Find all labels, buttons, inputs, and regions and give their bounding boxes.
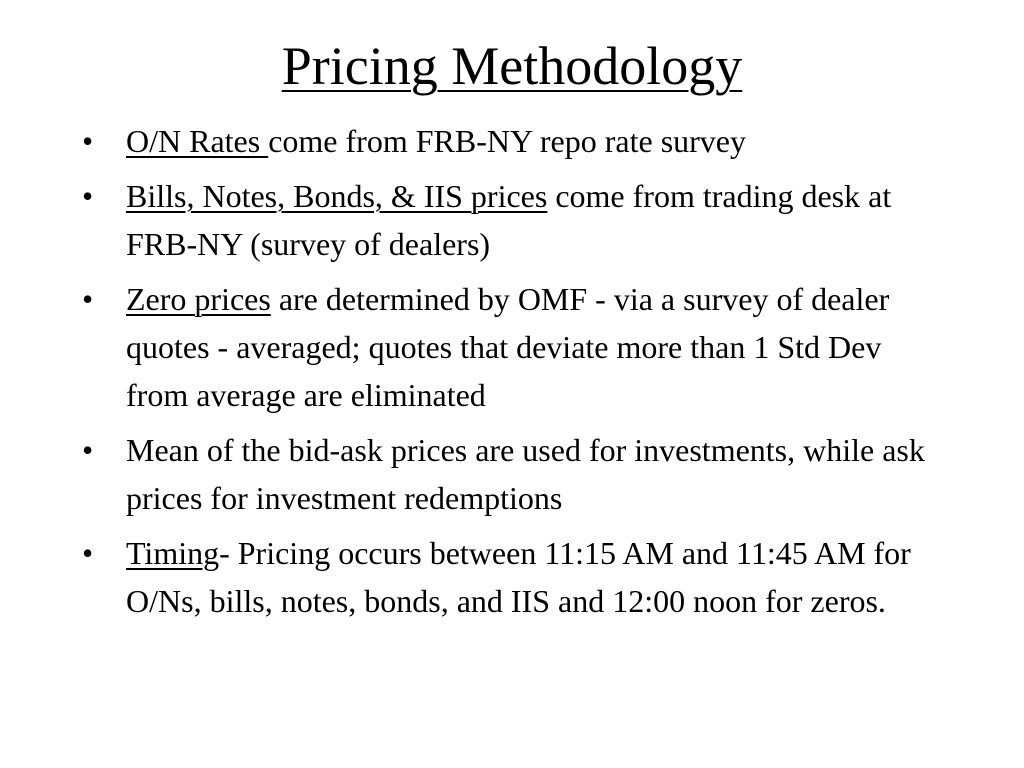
bullet-icon: • bbox=[82, 123, 94, 159]
slide-title bbox=[0, 30, 1024, 102]
bullet-text: - Pricing occurs between 11:15 AM and 11:45 AM for O/Ns, bills, notes, bonds, and IIS and 12:00 noon for zeros. bbox=[126, 535, 911, 619]
bullet-item-on-rates bbox=[80, 117, 940, 165]
bullet-item-zero-prices bbox=[80, 275, 940, 419]
bullet-underlined-term: Zero prices bbox=[126, 281, 271, 317]
bullet-text: come from FRB-NY repo rate survey bbox=[268, 123, 746, 159]
bullet-icon: • bbox=[82, 432, 94, 468]
bullet-item-bid-ask-mean bbox=[80, 426, 940, 522]
bullet-item-timing bbox=[80, 529, 940, 625]
bullet-underlined-term: Timing bbox=[126, 535, 220, 571]
bullet-text: are determined by OMF - via a survey of dealer quotes - averaged; quotes that deviate more than 1 Std Dev from average are eliminated bbox=[126, 281, 890, 413]
bullet-text: Mean of the bid-ask prices are used for investments, while ask prices for investment redemptions bbox=[126, 432, 925, 516]
slide-title-text: Pricing Methodology bbox=[281, 36, 743, 96]
bullet-icon: • bbox=[82, 535, 94, 571]
bullet-item-bills-notes-bonds bbox=[80, 172, 940, 268]
bullet-list bbox=[80, 117, 940, 632]
bullet-text: come from trading desk at FRB-NY (survey of dealers) bbox=[126, 178, 892, 262]
bullet-underlined-term: O/N Rates bbox=[126, 123, 269, 159]
bullet-underlined-term: Bills, Notes, Bonds, & IIS prices bbox=[126, 178, 548, 214]
bullet-icon: • bbox=[82, 178, 94, 214]
bullet-icon: • bbox=[82, 281, 94, 317]
